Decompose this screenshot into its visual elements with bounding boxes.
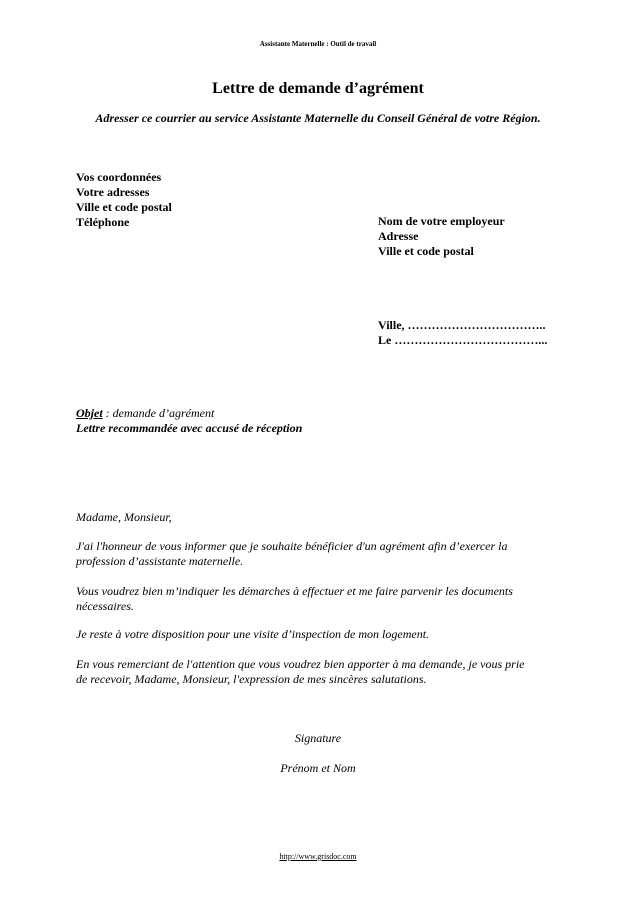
recipient-line: Adresse: [378, 229, 419, 243]
paragraph-line: Vous voudrez bien m’indiquer les démarches à effectuer et me faire parvenir les documents: [76, 584, 513, 598]
date-city: Ville, ……………………………..: [378, 318, 546, 332]
sender-line: Ville et code postal: [76, 200, 172, 214]
signer-name: Prénom et Nom: [280, 761, 356, 775]
signature: Signature: [294, 731, 342, 745]
paragraph-line: nécessaires.: [76, 599, 134, 613]
sender-line: Téléphone: [76, 215, 130, 229]
document-subtitle: Adresser ce courrier au service Assistante Maternelle du Conseil Général de votre Région.: [95, 111, 541, 125]
recipient-line: Nom de votre employeur: [378, 214, 505, 228]
object-block: [76, 406, 302, 436]
paragraph-line: En vous remerciant de l'attention que vous voudrez bien apporter à ma demande, je vous prie: [76, 657, 525, 671]
salutation: Madame, Monsieur,: [76, 510, 172, 524]
paragraph-3: [76, 627, 560, 642]
recipient-line: Ville et code postal: [378, 244, 474, 258]
paragraph-line: J'ai l'honneur de vous informer que je souhaite bénéficier d'un agrément afin d’exercer la: [76, 539, 508, 553]
date-le: Le ………………………………...: [378, 333, 548, 347]
object-mode: Lettre recommandée avec accusé de réception: [76, 421, 303, 435]
date-block: [378, 318, 547, 348]
page-header: Assistante Maternelle : Outil de travail: [259, 40, 377, 48]
sender-line: Votre adresses: [76, 185, 150, 199]
recipient-block: [378, 214, 505, 259]
paragraph-line: de recevoir, Madame, Monsieur, l'expression de mes sincères salutations.: [76, 672, 427, 686]
object-line: [76, 406, 302, 421]
paragraph-4: [76, 657, 560, 687]
object-label: Objet: [76, 406, 103, 420]
paragraph-line: Je reste à votre disposition pour une visite d’inspection de mon logement.: [76, 627, 430, 641]
paragraph-2: [76, 584, 560, 614]
paragraph-1: [76, 539, 560, 569]
object-text: : demande d’agrément: [102, 406, 215, 420]
footer-link[interactable]: http://www.grisdoc.com: [279, 852, 357, 861]
sender-block: [76, 170, 172, 230]
sender-line: Vos coordonnées: [76, 170, 162, 184]
paragraph-line: profession d’assistante maternelle.: [76, 554, 244, 568]
document-title: Lettre de demande d’agrément: [212, 80, 424, 97]
